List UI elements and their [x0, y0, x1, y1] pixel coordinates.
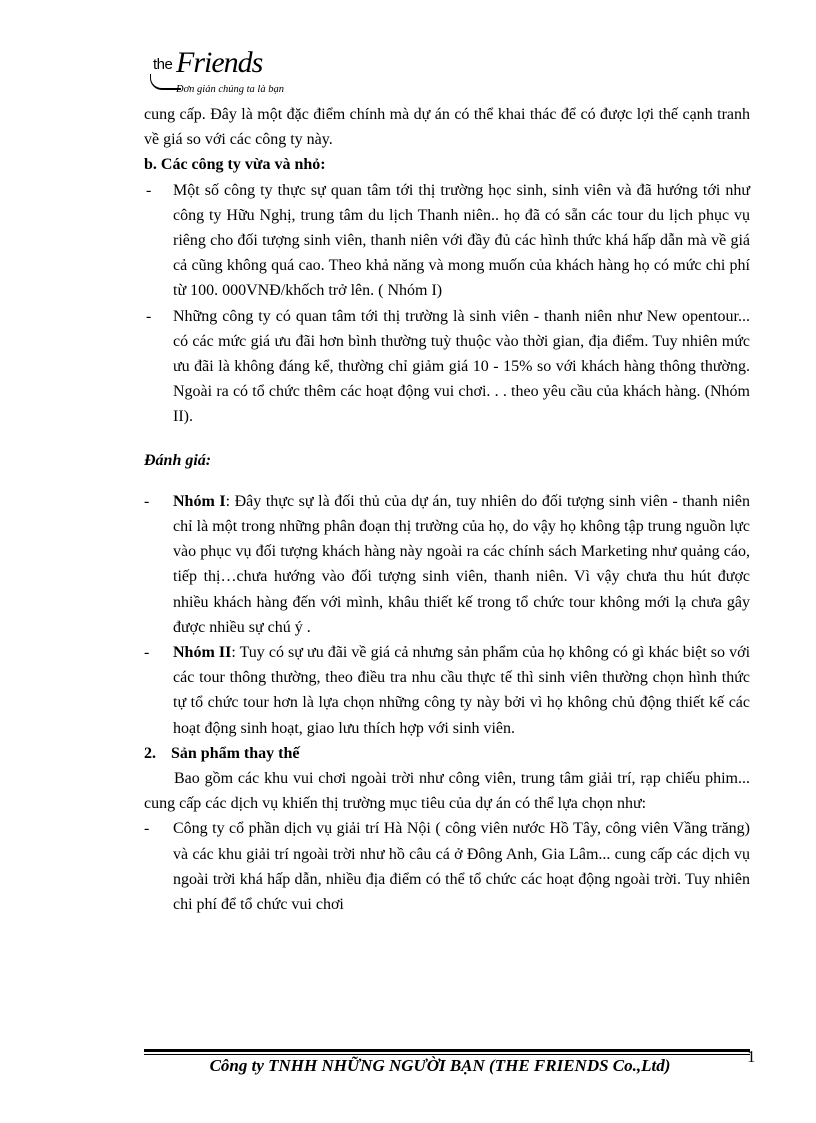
evaluation-label: Nhóm I	[173, 492, 226, 510]
list-item-text: Những công ty có quan tâm tới thị trường là sinh viên - thanh niên như New opentour... có các mức giá ưu đãi hơn bình thường tuỳ thuộc vào thời gian, địa điểm. Tuy nhiên mức ưu đãi là không đáng kể, thường chỉ giảm giá 10 - 15% so với khách hàng thông thường. Ngoài ra có tổ chức thêm các hoạt động vui chơi. . . theo yêu cầu của khách hàng. (Nhóm II).	[173, 307, 750, 426]
list-item	[144, 178, 750, 304]
logo-the: the	[153, 56, 173, 73]
list-item	[144, 640, 750, 741]
company-logo	[150, 46, 320, 100]
intro-paragraph: cung cấp. Đây là một đặc điểm chính mà dự án có thể khai thác để có được lợi thế cạnh tranh về giá so với các công ty này.	[144, 106, 750, 149]
dash-bullet: -	[146, 307, 152, 325]
section-2-heading	[144, 741, 750, 766]
dash-bullet: -	[144, 820, 150, 838]
evaluation-label: Nhóm II	[173, 644, 232, 662]
section-2-intro: Bao gồm các khu vui chơi ngoài trời như công viên, trung tâm giải trí, rạp chiếu phim... cung cấp các dịch vụ khiến thị trường mục tiêu của dự án có thể lựa chọn như:	[144, 770, 750, 813]
evaluation-text: : Đây thực sự là đối thủ của dự án, tuy nhiên do đối tượng sinh viên - thanh niên chỉ là một trong những phân đoạn thị trường của họ, do vậy họ không tập trung nguồn lực vào phục vụ đối tượng khách hàng này ngoài ra các chính sách Marketing như quảng cáo, tiếp thị…chưa hướng vào đối tượng sinh viên, thanh niên. Vì vậy chưa thu hút được nhiều khách hàng đến với mình, khâu thiết kế trong tổ chức tour không mới lạ chưa gây được nhiều sự chú ý .	[173, 492, 750, 636]
section-b-title: b. Các công ty vừa và nhỏ:	[144, 156, 326, 174]
footer-rule-thin	[144, 1054, 750, 1055]
footer-company: Công ty TNHH NHỮNG NGƯỜI BẠN (THE FRIENDS Co.,Ltd)	[209, 1056, 671, 1075]
list-item-text: Một số công ty thực sự quan tâm tới thị trường học sinh, sinh viên và đã hướng tới như công ty Hữu Nghị, trung tâm du lịch Thanh niên.. họ đã có sẵn các tour du lịch phục vụ riêng cho đối tượng sinh viên, thanh niên với đầy đủ các hình thức khá hấp dẫn mà về giá cả cũng không quá cao. Theo khả năng và mong muốn của khách hàng họ có mức chi phí từ 100. 000VNĐ/khốch trở lên. ( Nhóm I)	[173, 181, 750, 300]
footer-rule-thick	[144, 1049, 750, 1052]
section-2-title: Sản phẩm thay thế	[171, 744, 300, 762]
page-number: 1	[747, 1047, 756, 1066]
dash-bullet: -	[146, 181, 152, 199]
logo-brand: Friends	[176, 46, 263, 79]
logo-tagline: Đơn giản chúng ta là bạn	[176, 84, 284, 95]
dash-bullet: -	[144, 644, 150, 662]
evaluation-text: : Tuy có sự ưu đãi về giá cả nhưng sản phẩm của họ không có gì khác biệt so với các tour thông thường, theo điều tra nhu cầu thực tế thì sinh viên thường chọn hình thức tự tổ chức tour hơn là lựa chọn những công ty này bởi vì họ không chủ động thiết kế các hoạt động sinh hoạt, giao lưu thích hợp với sinh viên.	[173, 644, 751, 737]
list-item	[144, 489, 750, 640]
document-body	[144, 102, 750, 917]
evaluation-title: Đánh giá:	[144, 451, 212, 469]
dash-bullet: -	[144, 492, 150, 510]
list-item	[144, 304, 750, 430]
list-item-text: Công ty cổ phần dịch vụ giải trí Hà Nội ( công viên nước Hồ Tây, công viên Vầng trăng) và các khu giải trí ngoài trời như hồ câu cá ở Đông Anh, Gia Lâm... cung cấp các dịch vụ ngoài trời khá hấp dẫn, nhiều địa điểm có thể tổ chức các hoạt động ngoài trời. Tuy nhiên chi phí để tổ chức vui chơi	[173, 820, 750, 914]
section-2-number: 2.	[144, 744, 156, 762]
list-item	[144, 816, 750, 917]
